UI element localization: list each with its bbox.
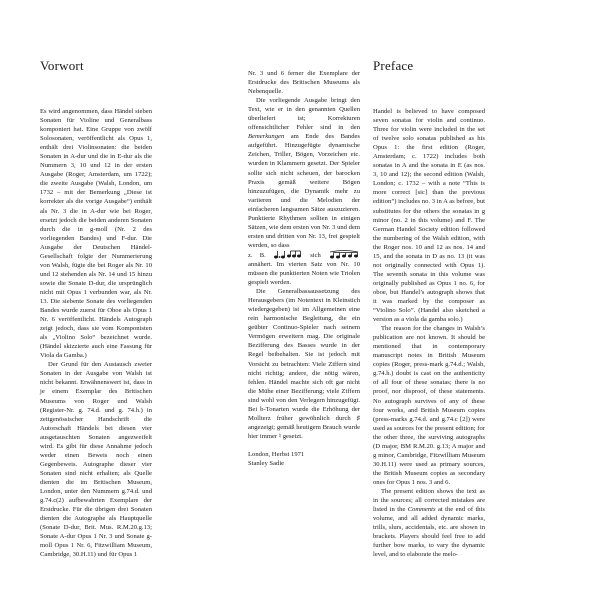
emphasis-bemerkungen: Bemerkungen [248, 133, 285, 141]
dotted-rhythm-notation-icon [273, 250, 303, 259]
text-run: am Ende des Bandes aufgeführt. Hinzugefügte dynamische Zeichen, Triller, Bögen, Vorzeichen etc. wurden in Klammern gesetzt. Der Spieler sollte sich nicht scheuen, der barocken Praxis gemäß weitere Bögen hinzuzufügen, die Dynamik mehr zu variieren und die Melodien der einfacheren langsamen Sätze auszuzieren. Punktierte Rhythmen sollten in einigen Sätzen, wie dem ersten von Nr. 3 und dem ersten und dritten von Nr. 13, frei gespielt werden, so dass [248, 133, 360, 249]
emphasis-comments: Comments [407, 506, 436, 514]
text-run: Die vorliegende Ausgabe bringt den Text, wie er in den genannten Quellen überliefert ist; Korrekturen offensichtlicher Fehler sind in den [248, 97, 360, 132]
paragraph: Die Generalbassaussetzung des Herausgebers (im Notentext in Kleinstich wiedergegeben) ist im Allgemeinen eine rein harmonische Begleitung, die ein geübter Continuo-Spieler nach seinem Vermögen erweitern mag. Die originale Bezifferung des Basses wurde in der Regel beibehalten. Sie ist jedoch mit Vorsicht zu betrachten: Viele Ziffern sind nicht richtig; andere, die nötig wären, fehlen. Händel machte sich oft gar nicht die Mühe einer Bezifferung; viele Ziffern sind wohl von den Verlegern hinzugefügt. Bei b-Tonarten wurde die Erhöhung der Mollterz früher gewöhnlich durch ♯ angezeigt; gemäß heutigem Brauch wurde hier immer ♮ gesetzt. [248, 288, 360, 440]
paragraph: Handel is believed to have composed seven sonatas for violin and continuo. Three for violin were included in the set of twelve solo sonatas published as his Opus 1: the first edition (Roger, Amsterdam; c. 1722) includes both sonatas in A and the sonata in E (as nos. 3, 10 and 12); the second edition (Walsh, London; c. 1732 – with a note “This is more correct [sic] than the previous edition”) includes no. 3 in A as before, but substitutes for the others the sonatas in g minor (no. 2 in this volume) and F. The German Handel Society edition followed the numbering of the Walsh edition, with the Roger nos. 10 and 12 as nos. 14 and 15, and the sonata in D as no. 13 (it was not originally connected with Opus 1). The seventh sonata in this volume was originally published as Opus 1 no. 6, for oboe, but Handel’s autograph shows that it was marked by the composer as “Violino Solo”. (Handel also sketched a version as a viola da gamba solo.) [373, 108, 485, 324]
english-body [373, 107, 485, 559]
text-run: The present edition shows the text as in the sources; all corrected mistakes are listed in the [373, 487, 485, 514]
text-run: annähert. Im vierten Satz von Nr. 10 müssen die punktierten Noten wie Triolen gespielt werden. [248, 260, 360, 287]
english-heading: Preface [373, 58, 414, 73]
german-body-continued [248, 69, 360, 468]
paragraph: The reason for the changes in Walsh’s publication are not known. It should be mentioned that in contemporary manuscript notes in British Museum copies (Roger, press-mark g.74.d.; Walsh, g.74.h.) doubt is cast on the authenticity of all four of these sonatas; there is no proof, nor disproof, of these statements. No autograph survives of any of these four works, and British Museum copies (press-marks g.74.d. and g.74.c [2]) were used as sources for the present edition; for the other three, the surviving autographs (D major, BM R.M.20. g.13; A major and g minor, Cambridge, Fitzwilliam Museum 30.H.11) were used as primary sources, the British Museum copies as secondary ones for Opus 1 nos. 3 and 6. [373, 325, 485, 486]
signature-place-date: London, Herbst 1971 [248, 450, 305, 458]
paragraph [373, 487, 485, 559]
paragraph: Es wird angenommen, dass Händel sieben Sonaten für Violine und Generalbass komponiert hat. Eine Gruppe von zwölf Solosonaten, veröffentlicht als Opus 1, enthält drei Violinsonaten: die beiden Sonaten in A-dur und die in E-dur als die Nummern 3, 10 und 12 in der ersten Ausgabe (Roger, Amsterdam, um 1722); die zweite Ausgabe (Walsh, London, um 1732 – mit der Bemerkung „Diese ist korrekter als die vorige Ausgabe“) enthält als Nr. 3 die in A-dur wie bei Roger, ersetzt jedoch die beiden anderen Sonaten durch die in g-moll (Nr. 2 des vorliegenden Bandes) und F-dur. Die Ausgabe der Deutschen Händel-Gesellschaft folgte der Nummerierung von Walsh, fügte die bei Roger als Nr. 10 und 12 stehenden als Nr. 14 und 15 hinzu sowie die Sonate D-dur, die ursprünglich nicht mit Opus 1 verbunden war, als Nr. 13. Die siebente Sonate des vorliegenden Bandes wurde zuerst für Oboe als Opus 1 Nr. 6 veröffentlicht. Händels Autograph zeigt jedoch, dass sie vom Komponisten als „Violino Solo“ bezeichnet wurde. (Händel skizzierte auch eine Fassung für Viola da Gamba.) [40, 108, 152, 360]
signature-block [248, 450, 360, 468]
text-run: z. B. [248, 251, 266, 259]
paragraph [248, 96, 360, 250]
paragraph-with-music-example [248, 250, 360, 287]
text-run: sich [310, 251, 321, 259]
german-body [40, 107, 152, 559]
german-heading: Vorwort [40, 58, 84, 73]
triplet-notation-icon [328, 250, 360, 259]
paragraph: Der Grund für den Austausch zweier Sonaten in der Ausgabe von Walsh ist nicht bekannt. Erwähnenswert ist, dass in je einem Exemplar des Britischen Museums von Roger und Walsh (Register-Nr. g. 74.d. und g. 74.h.) in zeitgenössischer Handschrift die Autorschaft Händels bei diesen vier ausgetauschten Sonaten angezweifelt wird. Es gibt für diese Annahme jedoch weder einen Beweis noch einen Gegenbeweis. Autographe dieser vier Sonaten sind nicht erhalten; als Quelle dienten die im Britischen Museum, London, unter den Nummern g.74.d. und g.74.c(2) aufbewahrten Exemplare der Erstdrucke. Für die übrigen drei Sonaten dienten die Autographe als Hauptquelle (Sonate D-dur, Brit. Mus. R.M.20.g.13; Sonate A-dur Opus 1 Nr. 3 und Sonate g-moll Opus 1 Nr. 6, Fitzwilliam Museum, Cambridge, 30.H.11) und für Opus 1 [40, 361, 152, 559]
signature-author: Stanley Sadie [248, 459, 285, 467]
text-run: at the end of this volume, and all added dynamic marks, trills, slurs, accidentals, etc. are shown in brackets. Players should feel free to add further bow marks, to vary the dynamic level, and to elaborate the melo- [373, 506, 485, 559]
paragraph: Nr. 3 und 6 ferner die Exemplare der Erstdrucke des Britischen Museums als Nebenquelle. [248, 70, 360, 96]
